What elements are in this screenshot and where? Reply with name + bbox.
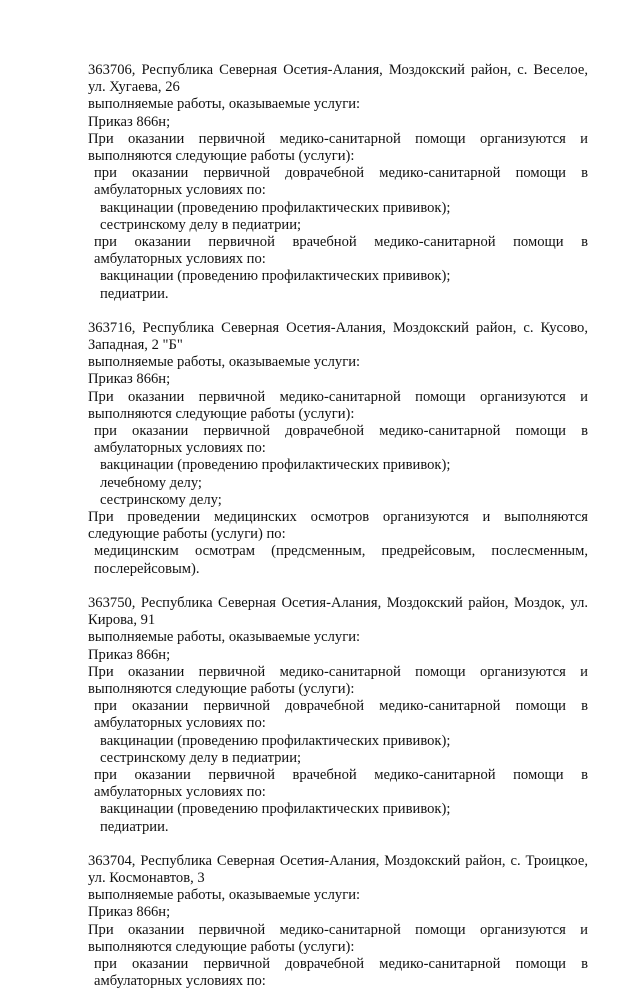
entry-address: 363716, Республика Северная Осетия-Алания, Моздокский район, с. Кусово, Западная, 2 "Б" (88, 319, 588, 354)
order-reference: Приказ 866н; (88, 113, 171, 130)
document-page (88, 62, 588, 1007)
service-item: сестринскому делу в педиатрии; (100, 216, 302, 233)
works-label: выполняемые работы, оказываемые услуги: (88, 96, 361, 113)
entry-address: 363704, Республика Северная Осетия-Алания, Моздокский район, с. Троицкое, ул. Космонавтов, 3 (88, 852, 588, 886)
group-heading: при оказании первичной доврачебной медико-санитарной помощи в амбулаторных условиях по: (94, 423, 588, 457)
service-item: педиатрии. (100, 818, 169, 835)
works-label: выполняемые работы, оказываемые услуги: (88, 887, 361, 904)
address-entry (88, 320, 588, 578)
service-item: вакцинации (проведению профилактических прививок); (100, 457, 451, 474)
group-heading: при оказании первичной врачебной медико-санитарной помощи в амбулаторных условиях по: (94, 234, 588, 268)
address-entry (88, 62, 588, 303)
group-heading: при оказании первичной доврачебной медико-санитарной помощи в амбулаторных условиях по: (94, 955, 588, 990)
section-heading: При оказании первичной медико-санитарной помощи организуются и выполняются следующие работы (услуги): (88, 921, 588, 955)
service-item: вакцинации (проведению профилактических прививок); (100, 199, 451, 216)
order-reference: Приказ 866н; (88, 904, 171, 921)
entry-address: 363750, Республика Северная Осетия-Алания, Моздокский район, Моздок, ул. Кирова, 91 (88, 594, 588, 629)
order-reference: Приказ 866н; (88, 371, 171, 388)
service-item: вакцинации (проведению профилактических прививок); (100, 268, 451, 285)
address-entry (88, 853, 588, 991)
group-heading: при оказании первичной врачебной медико-санитарной помощи в амбулаторных условиях по: (94, 766, 588, 801)
section-heading: При оказании первичной медико-санитарной помощи организуются и выполняются следующие работы (услуги): (88, 663, 588, 697)
service-item: сестринскому делу в педиатрии; (100, 749, 302, 766)
exams-section-heading: При проведении медицинских осмотров организуются и выполняются следующие работы (услуги) по: (88, 509, 588, 543)
works-label: выполняемые работы, оказываемые услуги: (88, 629, 361, 646)
section-heading: При оказании первичной медико-санитарной помощи организуются и выполняются следующие работы (услуги): (88, 130, 588, 165)
service-item: вакцинации (проведению профилактических прививок); (100, 801, 451, 818)
exams-item: медицинским осмотрам (предсменным, предрейсовым, послесменным, послерейсовым). (94, 543, 588, 577)
service-item: сестринскому делу; (100, 491, 222, 508)
order-reference: Приказ 866н; (88, 646, 171, 663)
entry-address: 363706, Республика Северная Осетия-Алания, Моздокский район, с. Веселое, ул. Хугаева, 26 (88, 62, 588, 96)
works-label: выполняемые работы, оказываемые услуги: (88, 354, 361, 371)
group-heading: при оказании первичной доврачебной медико-санитарной помощи в амбулаторных условиях по: (94, 165, 588, 199)
service-item: лечебному делу; (100, 474, 202, 491)
group-heading: при оказании первичной доврачебной медико-санитарной помощи в амбулаторных условиях по: (94, 698, 588, 732)
service-item: вакцинации (проведению профилактических прививок); (100, 732, 451, 749)
service-item: педиатрии. (100, 285, 169, 302)
address-entry (88, 595, 588, 836)
section-heading: При оказании первичной медико-санитарной помощи организуются и выполняются следующие работы (услуги): (88, 388, 588, 422)
